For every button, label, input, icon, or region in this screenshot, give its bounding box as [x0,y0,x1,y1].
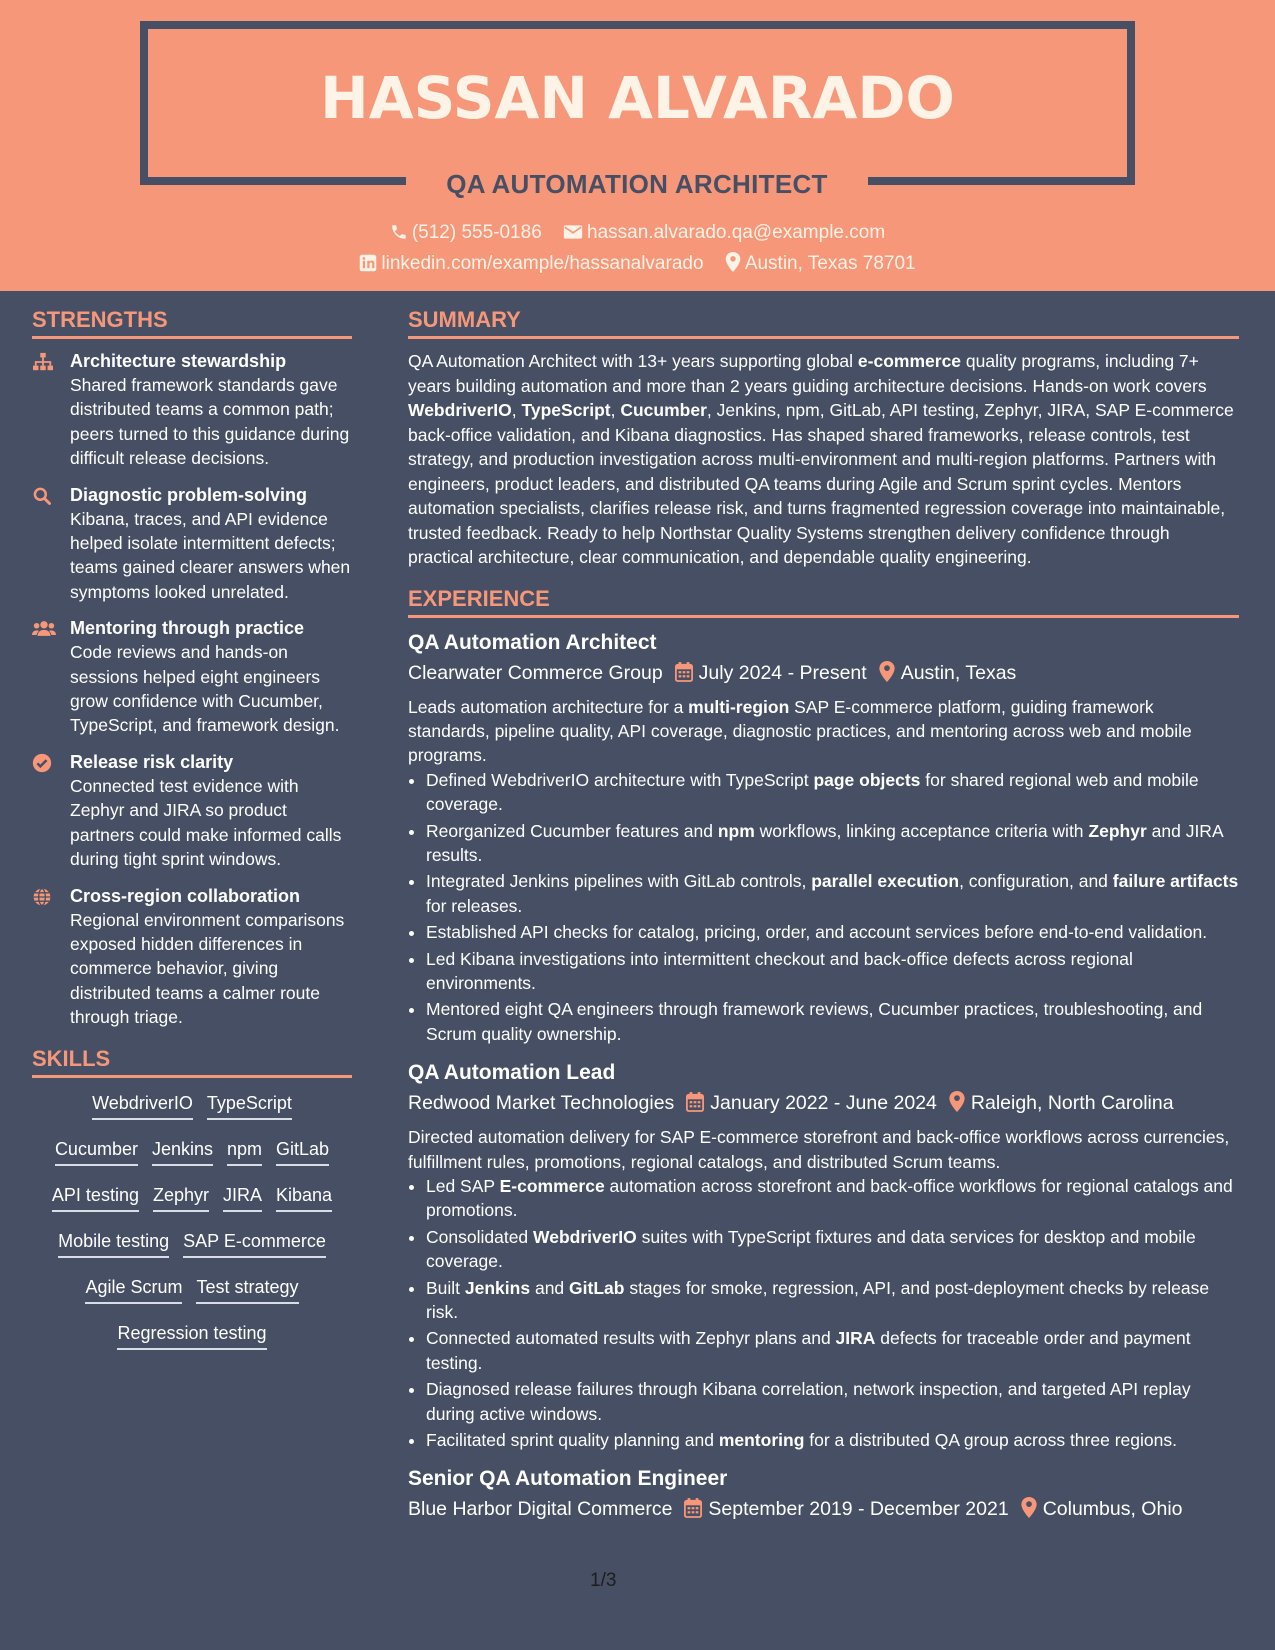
job-entry [408,1464,1239,1527]
skill-tag: Kibana [276,1182,332,1212]
strength-description: Regional environment comparisons exposed hidden differences in commerce behavior, giving distributed teams a calmer route through triage. [70,909,345,1028]
candidate-name: HASSAN ALVARADO [320,64,955,132]
company-name: Blue Harbor Digital Commerce [408,1498,673,1521]
calendar-icon [684,1497,702,1527]
strength-description: Connected test evidence with Zephyr and JIRA so product partners could make informed calls during tight sprint windows. [70,775,342,870]
strength-description: Kibana, traces, and API evidence helped isolate intermittent defects; teams gained clearer answers when symptoms looked unrelated. [70,508,351,602]
search-icon [32,486,54,506]
job-description [408,1125,1239,1174]
experience-heading: EXPERIENCE [408,584,1239,618]
location-text: Austin, Texas 78701 [744,253,916,274]
skills-row [32,1182,352,1212]
bullet-item [426,1225,1239,1274]
text-segment: for releases. [426,895,523,916]
text-segment: Mentored eight QA engineers through framework reviews, Cucumber practices, troubleshooting, and Scrum quality ownership. [426,999,1203,1044]
strength-item [32,349,352,471]
skills-list [32,1088,352,1350]
text-segment: Diagnosed release failures through Kibana correlation, network inspection, and targeted API replay during active windows. [426,1379,1191,1424]
envelope-icon [563,223,583,241]
skill-tag: Agile Scrum [85,1274,182,1304]
linkedin-text: linkedin.com/example/hassanalvarado [381,253,704,274]
text-segment: Defined WebdriverIO architecture with TypeScript [426,769,814,790]
users-icon [32,619,54,639]
skills-row [32,1274,352,1304]
skill-tag: TypeScript [207,1090,292,1120]
job-description [408,695,1239,768]
job-dates: September 2019 - December 2021 [708,1498,1009,1521]
text-segment: for shared regional web and mobile coverage. [426,769,1199,815]
text-segment: Directed automation delivery for SAP E-commerce storefront and back-office workflows across currencies, fulfillment rules, promotions, regional catalogs, and distributed Scrum teams. [408,1127,1230,1172]
bold-text: Zephyr [1088,820,1147,841]
skill-tag: npm [227,1136,262,1166]
check-circle-icon [32,753,54,773]
bullet-item [426,869,1239,918]
text-segment: Facilitated sprint quality planning and [426,1430,719,1451]
job-bullets [408,768,1239,1046]
globe-icon [32,887,54,907]
text-segment: , Jenkins, npm, GitLab, API testing, Zephyr, JIRA, SAP E-commerce back-office validation, and Kibana diagnostics. Has shaped shared frameworks, release controls, test strategy, and production investigation across multi-environment and multi-region platforms. Partners with engineers, product leaders, and distributed QA teams during Agile and Scrum sprint cycles. Mentors automation specialists, clarifies release risk, and turns fragmented regression coverage into maintainable, trusted feedback. Ready to help Northstar Quality Systems strengthen delivery confidence through practical architecture, clear communication, and dependable quality engineering. [408,400,1234,567]
bold-text: GitLab [569,1277,625,1298]
bold-text: E-commerce [499,1176,605,1196]
skill-tag: Jenkins [152,1136,213,1166]
strength-description: Code reviews and hands-on sessions helped eight engineers grow confidence with Cucumber, TypeScript, and framework design. [70,642,340,736]
email-text: hassan.alvarado.qa@example.com [587,222,886,243]
experience-list [408,628,1239,1528]
text-segment: Reorganized Cucumber features and [426,820,718,841]
text-segment: Led SAP [426,1176,500,1196]
job-location: Columbus, Ohio [1042,1498,1183,1521]
bold-text: Cucumber [620,400,707,420]
text-segment: , [610,400,621,420]
skill-tag: Test strategy [196,1274,298,1304]
job-entry [408,628,1239,1047]
linkedin-icon [359,254,377,272]
skills-row [32,1320,352,1350]
strengths-list [32,349,352,1030]
text-segment: automation across storefront and back-office workflows for regional catalogs and promotions. [426,1176,1233,1221]
summary-heading: SUMMARY [408,305,1239,339]
job-entry [408,1058,1239,1452]
strength-title: Architecture stewardship [70,351,287,371]
text-segment: Led Kibana investigations into intermittent checkout and back-office defects across regional environments. [426,948,1133,993]
phone-icon [390,223,408,241]
text-segment: Leads automation architecture for a [408,696,689,717]
skills-row [32,1090,352,1120]
job-title: QA Automation Lead [408,1061,616,1085]
text-segment: , configuration, and [959,871,1113,892]
strength-item [32,884,352,1030]
job-dates: January 2022 - June 2024 [710,1092,937,1115]
bold-text: parallel execution [811,871,960,892]
strength-item [32,750,352,872]
bullet-item [426,947,1239,996]
skills-heading: SKILLS [32,1044,352,1078]
right-column [408,305,1239,1539]
contact-row-1 [0,220,1275,246]
bold-text: TypeScript [521,400,611,420]
bold-text: failure artifacts [1112,871,1239,892]
bullet-item [426,1377,1239,1426]
text-segment: , [511,400,522,420]
skill-tag: Cucumber [55,1136,138,1166]
page-number: 1/3 [590,1570,617,1591]
bold-text: WebdriverIO [533,1226,637,1247]
text-segment: Connected automated results with Zephyr plans and [426,1328,836,1349]
phone-text: (512) 555-0186 [411,222,542,243]
job-meta [408,658,1239,691]
text-segment: quality programs, including 7+ years building automation and more than 2 years guiding architecture decisions. Hands-on work covers [408,351,1207,396]
bullet-item [426,819,1239,868]
text-segment: Established API checks for catalog, pricing, order, and account services before end-to-end validation. [426,922,1208,943]
text-segment: suites with TypeScript fixtures and data services for desktop and mobile coverage. [426,1226,1196,1272]
job-title: QA AUTOMATION ARCHITECT [446,169,828,199]
text-segment: QA Automation Architect with 13+ years supporting global [408,351,858,371]
job-title: Senior QA Automation Engineer [408,1467,728,1491]
skill-tag: GitLab [276,1136,329,1166]
job-title: QA Automation Architect [408,630,657,654]
text-segment: workflows, linking acceptance criteria with [754,820,1089,841]
bullet-item [426,1326,1239,1375]
skill-tag: JIRA [223,1182,262,1212]
bold-text: multi-region [688,696,790,717]
summary-text [408,349,1239,570]
bullet-item [426,920,1239,944]
strength-item [32,483,352,605]
email-item[interactable] [563,220,885,246]
company-name: Clearwater Commerce Group [408,661,663,684]
bold-text: e-commerce [857,351,962,371]
linkedin-item[interactable] [359,251,703,277]
calendar-icon [686,1091,704,1121]
job-meta [408,1494,1239,1527]
skill-tag: WebdriverIO [92,1090,193,1120]
strength-title: Diagnostic problem-solving [70,484,308,505]
text-segment: Integrated Jenkins pipelines with GitLab controls, [426,871,812,892]
job-bullets [408,1174,1239,1452]
text-segment: SAP E-commerce platform, guiding framework standards, pipeline quality, API coverage, diagnostic practices, and mentoring across web and mobile programs. [408,696,1192,766]
skills-row [32,1228,352,1258]
strength-title: Release risk clarity [70,751,234,772]
bold-text: WebdriverIO [408,400,512,420]
phone-item [390,220,542,246]
skill-tag: Zephyr [153,1182,209,1212]
text-segment: for a distributed QA group across three regions. [804,1430,1177,1451]
bullet-item [426,1276,1239,1325]
strength-title: Mentoring through practice [70,618,304,639]
skills-row [32,1136,352,1166]
job-location: Raleigh, North Carolina [970,1092,1174,1115]
bold-text: mentoring [718,1430,805,1451]
map-pin-icon [949,1091,965,1121]
text-segment: and JIRA results. [426,820,1223,865]
skill-tag: Mobile testing [58,1228,169,1258]
strength-title: Cross-region collaboration [70,885,301,906]
sitemap-icon [32,352,54,372]
header [0,0,1275,291]
job-title-banner [406,160,868,208]
skill-tag: SAP E-commerce [183,1228,326,1258]
bold-text: page objects [813,769,921,790]
left-column [32,305,352,1366]
strengths-heading: STRENGTHS [32,305,352,339]
strength-description: Shared framework standards gave distributed teams a common path; peers turned to this guidance during difficult release decisions. [70,375,350,469]
calendar-icon [675,661,693,691]
contact-row-2 [0,251,1275,277]
map-pin-icon [879,661,895,691]
skill-tag: Regression testing [117,1320,266,1350]
text-segment: Built [426,1277,465,1298]
text-segment: and [530,1277,570,1298]
job-location: Austin, Texas [900,661,1017,684]
bullet-item [426,768,1239,817]
company-name: Redwood Market Technologies [408,1092,675,1115]
job-meta [408,1088,1239,1121]
map-pin-icon [725,252,741,272]
bold-text: Jenkins [464,1277,531,1298]
bullet-item [426,1428,1239,1452]
bullet-item [426,997,1239,1046]
map-pin-icon [1021,1497,1037,1527]
skill-tag: API testing [52,1182,139,1212]
job-dates: July 2024 - Present [698,661,867,684]
location-item [725,251,916,277]
bullet-item [426,1174,1239,1223]
text-segment: Consolidated [426,1226,534,1247]
text-segment: stages for smoke, regression, API, and post-deployment checks by release risk. [426,1277,1210,1323]
bold-text: JIRA [835,1328,876,1349]
text-segment: defects for traceable order and payment testing. [426,1328,1191,1373]
bold-text: npm [717,820,755,841]
strength-item [32,616,352,738]
